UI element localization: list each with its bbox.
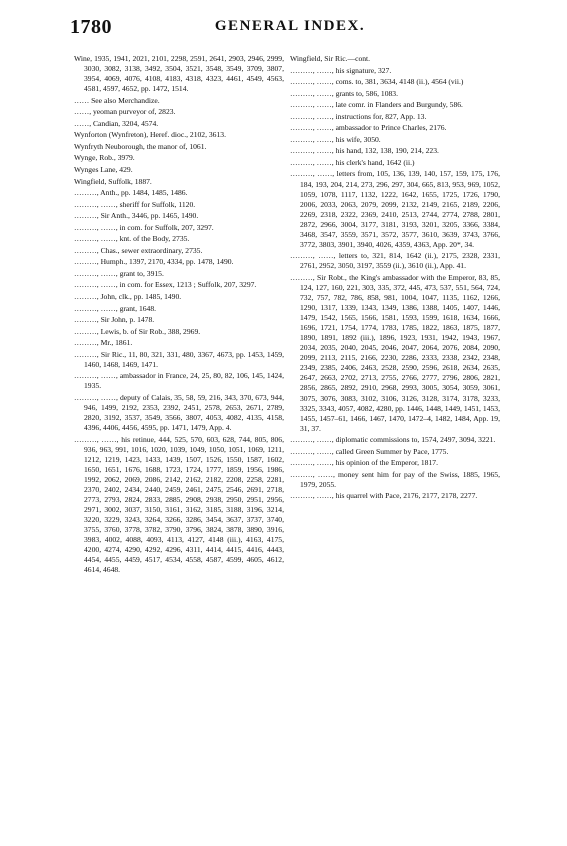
index-entry: Wine, 1935, 1941, 2021, 2101, 2298, 2591, 2641, 2903, 2946, 2999, 3030, 3082, 3138, 3492, 3504, 3521, 3548, 3549, 3709, 3807, 3954, 4069, 4076, 4108, 4183, 4318, 4323, 4461, 4549, 4563, 4581, 4597, 4652, pp. 1472, 1514. [74, 54, 284, 94]
index-entry: Wynfryth Neuborough, the manor of, 1061. [74, 141, 207, 151]
index-entry: ………, Sir John, p. 1478. [74, 315, 155, 325]
right-index-column [290, 54, 500, 503]
index-entry: ………, ……, knt. of the Body, 2735. [74, 234, 190, 244]
index-entry: Wynforton (Wynfreton), Heref. dioc., 2102, 3613. [74, 130, 226, 140]
index-entry: ………, ……, his signature, 327. [290, 65, 392, 75]
page-header [70, 12, 510, 40]
index-entry: ………, ……, sheriff for Suffolk, 1120. [74, 199, 196, 209]
index-entry: ………, Mr., 1861. [74, 338, 133, 348]
index-entry: ………, ……, his quarrel with Pace, 2176, 2177, 2178, 2277. [290, 491, 478, 501]
index-entry: ……, Candian, 3204, 4574. [74, 118, 159, 128]
index-entry: ………, John, clk., pp. 1485, 1490. [74, 291, 182, 301]
index-entry: Wingfield, Sir Ric.—cont. [290, 54, 371, 63]
index-entry: Wingfield, Suffolk, 1887. [74, 176, 152, 186]
page-number: 1780 [70, 16, 112, 38]
index-entry: ………, Anth., pp. 1484, 1485, 1486. [74, 188, 188, 198]
index-entry: ………, ……, in com. for Suffolk, 207, 3297. [74, 222, 214, 232]
index-entry: ………, ……, diplomatic commissions to, 1574, 2497, 3094, 3221. [290, 435, 496, 445]
left-index-column [74, 54, 284, 577]
index-entry: ………, Sir Anth., 3446, pp. 1465, 1490. [74, 211, 199, 221]
index-entry: ………, Sir Ric., 11, 80, 321, 331, 480, 3367, 4673, pp. 1453, 1459, 1460, 1468, 1469, 1471. [74, 349, 284, 369]
index-entry: ………, ……, grants to, 586, 1083. [290, 88, 398, 98]
index-entry: ………, Lewis, b. of Sir Rob., 388, 2969. [74, 326, 201, 336]
index-entry: ………, ……, letters to, 321, 814, 1642 (ii.), 2175, 2328, 2331, 2761, 2952, 3050, 3197, 3559 (ii.), 3610 (ii.), App. 41. [290, 251, 500, 271]
index-entry: ………, ……, late comr. in Flanders and Burgundy, 586. [290, 100, 463, 110]
index-entry: ………, ……, money sent him for pay of the Swiss, 1885, 1965, 1979, 2055. [290, 469, 500, 489]
index-entry: ………, ……, his hand, 132, 138, 190, 214, 223. [290, 146, 439, 156]
index-entry: ………, ……, grant, 1648. [74, 303, 157, 313]
index-entry: ………, ……, his retinue, 444, 525, 570, 603, 628, 744, 805, 806, 936, 963, 991, 1016, 1020, 1039, 1049, 1050, 1051, 1069, 1211, 1212, 1219, 1423, 1433, 1439, 1507, 1526, 1550, 1587, 1602, 1650, 1651, 1676, 1688, 1723, 1724, 1777, 1859, 1956, 1986, 1992, 2062, 2069, 2086, 2142, 2162, 2182, 2208, 2258, 2281, 2370, 2402, 2434, 2440, 2459, 2461, 2475, 2546, 2691, 2718, 2773, 2793, 2824, 2833, 2885, 2908, 2938, 2950, 2951, 2956, 2971, 3002, 3037, 3150, 3161, 3162, 3185, 3188, 3196, 3214, 3220, 3229, 3243, 3264, 3266, 3286, 3454, 3637, 3737, 3740, 3755, 3760, 3778, 3782, 3790, 3796, 3824, 3878, 3890, 3916, 3983, 4002, 4088, 4093, 4113, 4127, 4148 (iii.), 4163, 4175, 4200, 4274, 4290, 4292, 4296, 4311, 4414, 4415, 4416, 4443, 4454, 4455, 4459, 4517, 4534, 4558, 4587, 4599, 4605, 4612, 4614, 4648. [74, 434, 284, 575]
index-entry: Wynges Lane, 429. [74, 164, 133, 174]
index-entry: ………, ……, his clerk's hand, 1642 (ii.) [290, 157, 415, 167]
index-entry: ………, ……, ambassador in France, 24, 25, 80, 82, 106, 145, 1424, 1935. [74, 371, 284, 391]
index-entry: ………, Sir Robt., the King's ambassador with the Emperor, 83, 85, 124, 127, 160, 221, 303, 335, 372, 445, 473, 537, 551, 564, 724, 732, 757, 782, 786, 858, 981, 1004, 1047, 1135, 1162, 1266, 1290, 1317, 1339, 1343, 1349, 1386, 1388, 1405, 1407, 1446, 1479, 1542, 1565, 1566, 1581, 1593, 1599, 1618, 1634, 1666, 1696, 1721, 1754, 1774, 1783, 1785, 1822, 1863, 1875, 1877, 1890, 1891, 1892 (iii.), 1896, 1923, 1931, 1942, 1943, 1967, 2034, 2035, 2040, 2045, 2046, 2047, 2064, 2076, 2084, 2090, 2099, 2113, 2115, 2166, 2230, 2286, 2333, 2338, 2342, 2348, 2349, 2385, 2406, 2463, 2528, 2590, 2596, 2618, 2634, 2635, 2647, 2663, 2702, 2713, 2755, 2766, 2777, 2796, 2806, 2821, 2856, 2865, 2892, 2910, 2968, 2993, 3005, 3054, 3059, 3061, 3075, 3076, 3083, 3102, 3106, 3126, 3128, 3174, 3178, 3233, 3325, 3343, 4057, 4082, 4280, pp. 1446, 1448, 1449, 1451, 1453, 1455, 1457–61, 1466, 1467, 1470, 1472–4, 1482, 1484, App. 19, 31, 37. [290, 272, 500, 433]
index-entry: ………, Chas., sewer extraordinary, 2735. [74, 245, 203, 255]
index-entry: ……, yeoman purveyor of, 2823. [74, 107, 176, 117]
index-entry: ………, ……, ambassador to Prince Charles, 2176. [290, 123, 447, 133]
index-entry: ………, ……, his wife, 3050. [290, 134, 381, 144]
index-entry: ………, Humph., 1397, 2170, 4334, pp. 1478, 1490. [74, 257, 234, 267]
index-entry: Wynge, Rob., 3979. [74, 153, 135, 163]
index-entry: ………, ……, in com. for Essex, 1213 ; Suffolk, 207, 3297. [74, 280, 257, 290]
index-entry: ………, ……, letters from, 105, 136, 139, 140, 157, 159, 175, 176, 184, 193, 204, 214, 273, 296, 297, 304, 665, 813, 953, 969, 1052, 1059, 1078, 1117, 1132, 1222, 1642, 1655, 1725, 1726, 1790, 2006, 2033, 2063, 2079, 2099, 2132, 2149, 2165, 2189, 2206, 2269, 2318, 2322, 2369, 2410, 2513, 2744, 2774, 2788, 2801, 2872, 2966, 3004, 3177, 3181, 3193, 3201, 3205, 3366, 3384, 3468, 3547, 3559, 3571, 3572, 3577, 3610, 3639, 3743, 3766, 3772, 3803, 3901, 3940, 4026, 4359, 4363, App. 20*, 34. [290, 169, 500, 249]
index-entry: ………, ……, instructions for, 827, App. 13. [290, 111, 427, 121]
running-head-title: GENERAL INDEX. [214, 18, 366, 34]
index-entry: ………, ……, coms. to, 381, 3634, 4148 (ii.), 4564 (vii.) [290, 77, 464, 87]
index-entry: ………, ……, called Green Summer by Pace, 1775. [290, 446, 449, 456]
index-entry: ………, ……, grant to, 3915. [74, 268, 164, 278]
index-entry: ………, ……, deputy of Calais, 35, 58, 59, 216, 343, 370, 673, 944, 946, 1499, 2192, 2353, 2392, 2451, 2578, 2653, 2671, 2789, 2820, 3192, 3537, 3549, 3566, 3807, 4053, 4082, 4135, 4158, 4396, 4406, 4456, 4595, pp. 1471, 1479, App. 4. [74, 392, 284, 433]
index-entry: …… See also Merchandize. [74, 95, 160, 105]
index-entry: ………, ……, his opinion of the Emperor, 1817. [290, 458, 438, 468]
